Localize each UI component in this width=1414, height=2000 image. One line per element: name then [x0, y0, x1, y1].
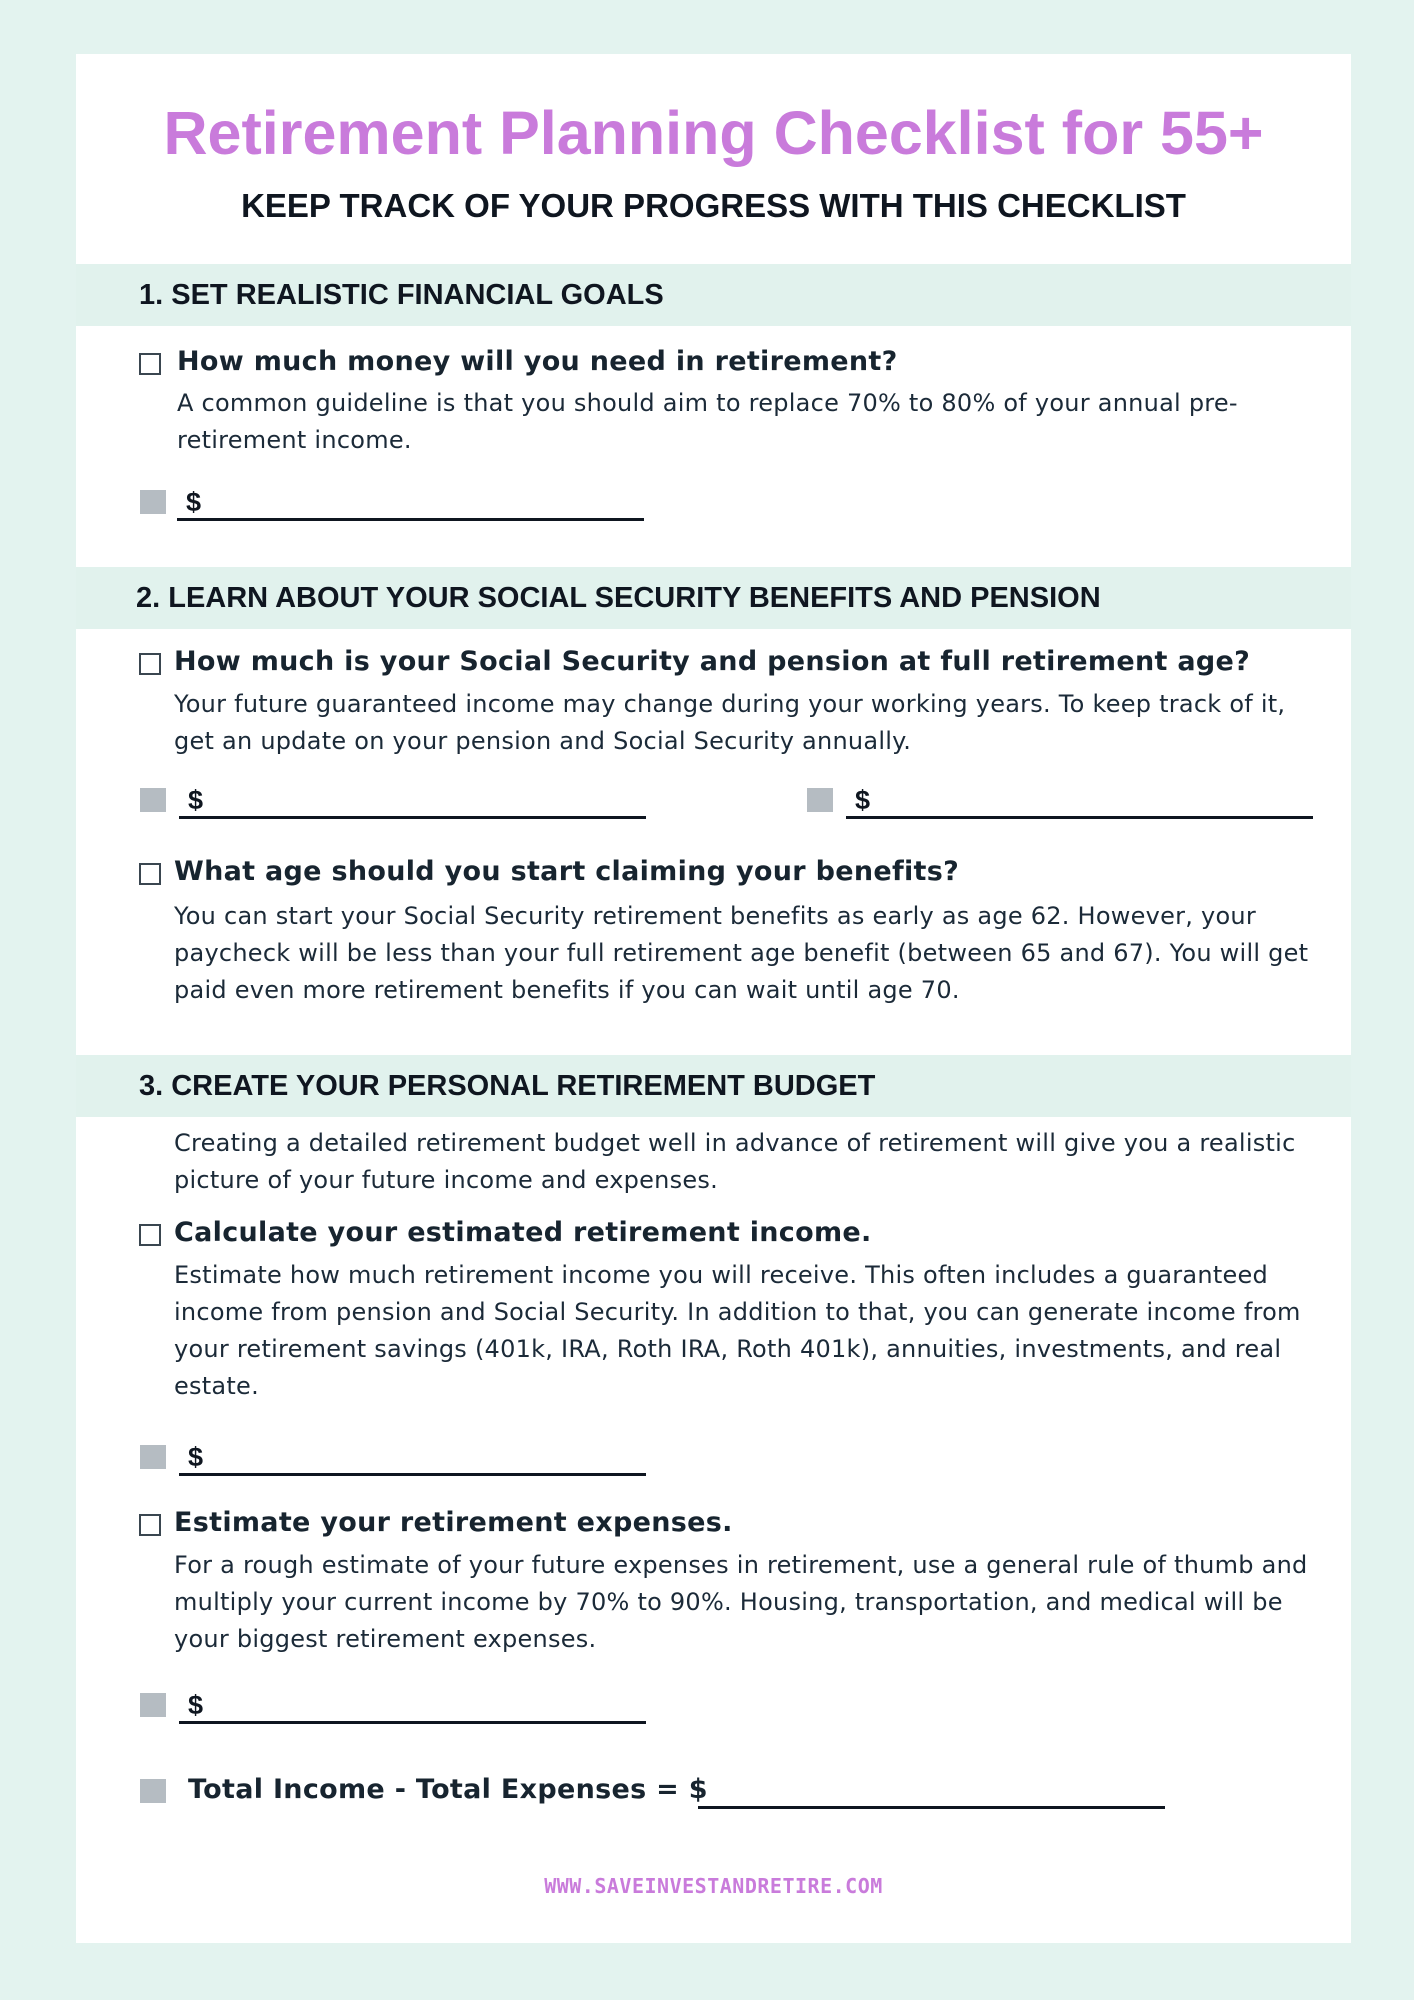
page-title: Retirement Planning Checklist for 55+ [163, 99, 1264, 167]
claiming-age-text: You can start your Social Security retirement benefits as early as age 62. However, your paycheck will be less than your full retirement age benefit (between 65 and 67). You will get paid even more retirement benefits if you can wait until age 70. [174, 902, 1309, 1004]
benefits-question: How much is your Social Security and pension at full retirement age? [174, 646, 1251, 677]
dollar-sign: $ [855, 785, 871, 815]
expenses-amount-field[interactable] [179, 1721, 646, 1724]
expenses-question: Estimate your retirement expenses. [174, 1507, 733, 1538]
page-subtitle: KEEP TRACK OF YOUR PROGRESS WITH THIS CHECKLIST [241, 187, 1186, 224]
section-1-heading: 1. SET REALISTIC FINANCIAL GOALS [139, 279, 664, 311]
dollar-sign: $ [186, 487, 202, 517]
section-2-heading: 2. LEARN ABOUT YOUR SOCIAL SECURITY BENEFITS AND PENSION [136, 582, 1101, 614]
bullet-square [140, 1693, 166, 1717]
income-checkbox[interactable] [139, 1224, 161, 1246]
bullet-square [140, 490, 166, 514]
income-question: Calculate your estimated retirement income. [174, 1217, 872, 1248]
section-1-header [76, 264, 1351, 326]
bullet-square [807, 788, 833, 812]
goal-checkbox[interactable] [139, 353, 161, 375]
social-security-amount-field[interactable] [179, 816, 646, 819]
retirement-need-text: A common guideline is that you should aim to replace 70% to 80% of your annual pre-retirement income. [177, 389, 1238, 454]
total-label: Total Income - Total Expenses = $ [188, 1774, 708, 1805]
section-3-heading: 3. CREATE YOUR PERSONAL RETIREMENT BUDGET [139, 1070, 876, 1102]
bullet-square [140, 1779, 166, 1803]
checklist-page [76, 54, 1351, 1943]
section-2-header [76, 567, 1351, 629]
expenses-checkbox[interactable] [139, 1514, 161, 1536]
section-3-header [76, 1055, 1351, 1117]
budget-intro-text: Creating a detailed retirement budget well in advance of retirement will give you a realistic picture of your future income and expenses. [174, 1129, 1296, 1194]
dollar-sign: $ [188, 1442, 204, 1472]
retirement-need-question: How much money will you need in retirement? [177, 346, 898, 377]
expenses-text: For a rough estimate of your future expenses in retirement, use a general rule of thumb and multiply your current income by 70% to 90%. Housing, transportation, and medical will be your biggest retirement expenses. [174, 1551, 1308, 1653]
benefits-text: Your future guaranteed income may change during your working years. To keep track of it, get an update on your pension and Social Security annually. [174, 690, 1286, 755]
claiming-age-question: What age should you start claiming your benefits? [174, 856, 960, 887]
footer-website[interactable]: WWW.SAVEINVESTANDRETIRE.COM [544, 1874, 883, 1898]
bullet-square [140, 1445, 166, 1469]
dollar-sign: $ [188, 1690, 204, 1720]
total-amount-field[interactable] [698, 1806, 1165, 1809]
pension-amount-field[interactable] [846, 816, 1313, 819]
bullet-square [140, 788, 166, 812]
benefits-checkbox[interactable] [139, 653, 161, 675]
claiming-age-checkbox[interactable] [139, 863, 161, 885]
income-amount-field[interactable] [179, 1473, 646, 1476]
dollar-sign: $ [188, 785, 204, 815]
income-text: Estimate how much retirement income you will receive. This often includes a guaranteed income from pension and Social Security. In addition to that, you can generate income from your retirement savings (401k, IRA, Roth IRA, Roth 401k), annuities, investments, and real estate. [174, 1261, 1301, 1400]
amount-needed-field[interactable] [177, 518, 644, 521]
